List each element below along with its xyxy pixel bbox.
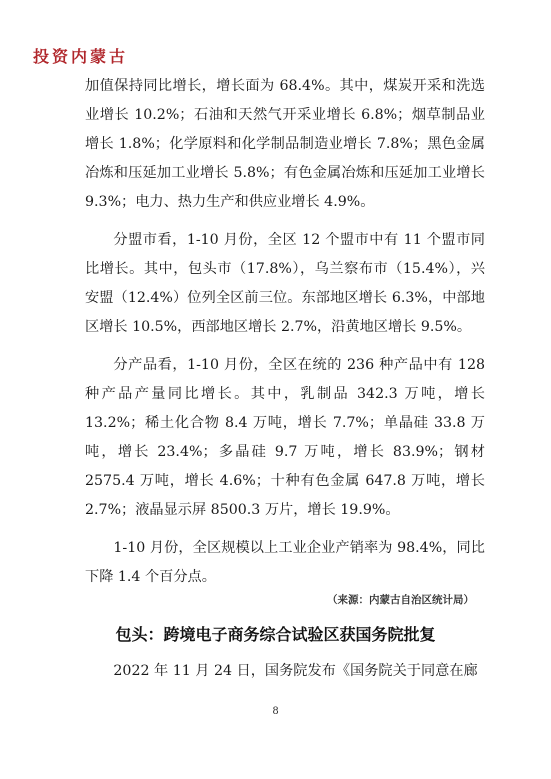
paragraph-sales-rate: 1-10 月份，全区规模以上工业企业产销率为 98.4%，同比下降 1.4 个百分点。 [85,540,485,585]
source-note: （来源：内蒙古自治区统计局） [327,594,474,606]
paragraph-product-output: 分产品看，1-10 月份，全区在统的 236 种产品中有 128 种产品产量同比增长。其中，乳制品 342.3 万吨，增长 13.2%；稀土化合物 8.4 万吨，增长 7.7%；单晶硅 33.8 万吨，增长 23.4%；多晶硅 9.7 万吨，增长 83.9%；钢材 2575.4 万吨，增长 4.6%；十种有色金属 647.8 万吨，增长 2.7%；液晶显示屏 8500.3 万片，增长 19.9%。 [85,357,485,518]
paragraph-next-section: 2022 年 11 月 24 日，国务院发布《国务院关于同意在廊 [113,663,478,679]
page-number: 8 [272,706,279,717]
section-title: 包头：跨境电子商务综合试验区获国务院批复 [115,625,436,644]
article-body [85,72,485,592]
page-header-title: 投资内蒙古 [33,47,129,66]
paragraph-industry-growth: 加值保持同比增长，增长面为 68.4%。其中，煤炭开采和洗选业增长 10.2%；石油和天然气开采业增长 6.8%；烟草制品业增长 1.8%；化学原料和化学制品制造业增长 7.8%；黑色金属冶炼和压延加工业增长 5.8%；有色金属冶炼和压延加工业增长 9.3%；电力、热力生产和供应业增长 4.9%。 [85,78,485,210]
paragraph-regional-growth: 分盟市看，1-10 月份，全区 12 个盟市中有 11 个盟市同比增长。其中，包头市（17.8%），乌兰察布市（15.4%），兴安盟（12.4%）位列全区前三位。东部地区增长 6.3%，中部地区增长 10.5%，西部地区增长 2.7%，沿黄地区增长 9.5%。 [85,232,485,335]
